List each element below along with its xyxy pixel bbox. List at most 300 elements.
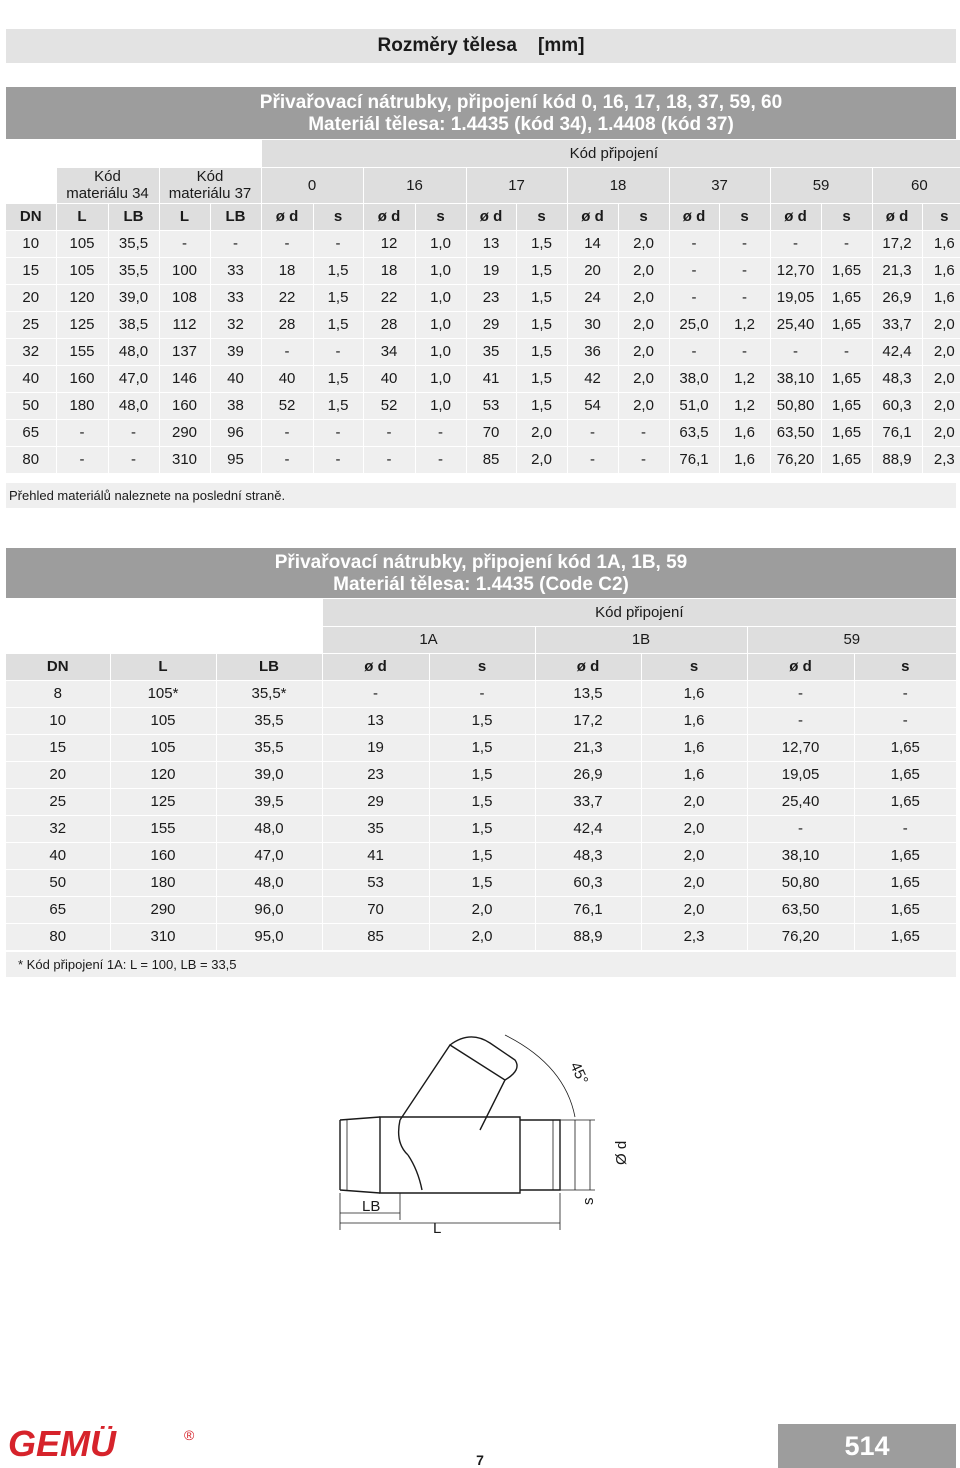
table-cell: 26,9 [872, 284, 922, 311]
table-cell: 2,0 [429, 896, 535, 923]
table-cell: 1,2 [719, 365, 770, 392]
registered-mark: ® [184, 1427, 195, 1443]
table-cell: - [261, 338, 313, 365]
table-cell: 35 [466, 338, 516, 365]
column-header: DN [6, 203, 56, 230]
materials-note: Přehled materiálů naleznete na poslední straně. [6, 483, 956, 508]
table-cell: 38,10 [747, 842, 854, 869]
table-cell: 53 [322, 869, 429, 896]
table-cell: 39,5 [216, 788, 322, 815]
table-cell: - [821, 230, 872, 257]
table-cell: 310 [110, 923, 216, 950]
column-header: s [429, 653, 535, 680]
table-cell: 2,0 [641, 815, 747, 842]
table-cell: 76,1 [669, 446, 719, 473]
column-header: LB [108, 203, 159, 230]
table-row [6, 419, 960, 446]
column-header: LB [216, 653, 322, 680]
blank-cell [6, 599, 322, 626]
table-cell: 76,20 [747, 923, 854, 950]
table-cell: 39,0 [108, 284, 159, 311]
table-cell: 2,0 [641, 842, 747, 869]
table-cell: 1,6 [641, 707, 747, 734]
table-cell: 1,5 [516, 392, 567, 419]
section1-title [6, 87, 956, 139]
table-cell: 2,0 [429, 923, 535, 950]
table-cell: 112 [159, 311, 210, 338]
table-cell: 25,40 [770, 311, 821, 338]
table-cell: 1,65 [821, 257, 872, 284]
table-cell: 1,5 [313, 392, 363, 419]
table-cell: 15 [6, 734, 110, 761]
table-cell: 33,7 [872, 311, 922, 338]
column-header: s [821, 203, 872, 230]
table-cell: 155 [110, 815, 216, 842]
table-cell: 70 [466, 419, 516, 446]
table-cell: - [313, 230, 363, 257]
table-cell: 23 [322, 761, 429, 788]
table-cell: - [747, 680, 854, 707]
table-cell: 100 [159, 257, 210, 284]
table-cell: 1,5 [429, 761, 535, 788]
table-cell: 30 [567, 311, 618, 338]
column-header: L [159, 203, 210, 230]
table-cell: 105 [56, 230, 108, 257]
table-cell: 80 [6, 446, 56, 473]
table-cell: 47,0 [216, 842, 322, 869]
column-header: s [641, 653, 747, 680]
table-cell: 80 [6, 923, 110, 950]
table-row [6, 365, 960, 392]
table-cell: 137 [159, 338, 210, 365]
table-cell: 29 [466, 311, 516, 338]
column-header: s [516, 203, 567, 230]
table-cell: 1,65 [821, 365, 872, 392]
column-header: L [110, 653, 216, 680]
table-cell: 35,5 [108, 257, 159, 284]
table-cell: - [747, 815, 854, 842]
table-row [6, 311, 960, 338]
table-cell: 29 [322, 788, 429, 815]
table-cell: 51,0 [669, 392, 719, 419]
table-cell: 1,2 [719, 392, 770, 419]
connection-code-header: Kód připojení [322, 599, 956, 626]
table-cell: 125 [110, 788, 216, 815]
column-header-row [6, 653, 956, 680]
table-cell: 12 [363, 230, 415, 257]
table-cell: 25 [6, 788, 110, 815]
table-cell: 22 [363, 284, 415, 311]
table-cell: 1,65 [854, 761, 956, 788]
table-cell: 95 [210, 446, 261, 473]
table-cell: 52 [261, 392, 313, 419]
table-cell: 53 [466, 392, 516, 419]
table-cell: 1,5 [429, 788, 535, 815]
table-cell: 33 [210, 284, 261, 311]
table-cell: 96,0 [216, 896, 322, 923]
table-cell: 105 [110, 734, 216, 761]
table-cell: 32 [6, 338, 56, 365]
table-cell: 48,0 [216, 869, 322, 896]
table-cell: 2,0 [922, 365, 960, 392]
table-cell: 1,5 [429, 707, 535, 734]
table-cell: - [108, 446, 159, 473]
code-0-header: 0 [261, 167, 363, 203]
table-cell: 48,0 [108, 392, 159, 419]
table-cell: 41 [322, 842, 429, 869]
table-cell: 23 [466, 284, 516, 311]
table-cell: 1,6 [641, 734, 747, 761]
table-cell: 1,65 [854, 734, 956, 761]
table-cell: - [854, 680, 956, 707]
table-cell: - [261, 419, 313, 446]
table-cell: 1,65 [821, 392, 872, 419]
table-cell: 25,40 [747, 788, 854, 815]
table-cell: 38 [210, 392, 261, 419]
table-cell: 26,9 [535, 761, 641, 788]
table-cell: 76,1 [872, 419, 922, 446]
table-cell: - [567, 419, 618, 446]
table-cell: 1,5 [516, 230, 567, 257]
table-cell: 96 [210, 419, 261, 446]
table-cell: 2,0 [618, 311, 669, 338]
table-cell: - [415, 419, 466, 446]
table-cell: 160 [56, 365, 108, 392]
table-cell: 290 [110, 896, 216, 923]
table-cell: 88,9 [535, 923, 641, 950]
table-cell: 1,5 [313, 311, 363, 338]
table-cell: - [770, 230, 821, 257]
table-cell: 42 [567, 365, 618, 392]
table-cell: 1,5 [429, 815, 535, 842]
table-row [6, 392, 960, 419]
table-cell: - [313, 419, 363, 446]
column-header: ø d [261, 203, 313, 230]
table-row [6, 842, 956, 869]
section2-title-line1: Přivařovací nátrubky, připojení kód 1A, 1B, 59 [274, 552, 688, 573]
table-cell: 120 [56, 284, 108, 311]
table-cell: - [108, 419, 159, 446]
column-header: s [313, 203, 363, 230]
logo-text: GEMÜ [8, 1426, 116, 1462]
table-cell: 1,5 [516, 311, 567, 338]
table-cell: - [159, 230, 210, 257]
table-cell: 40 [363, 365, 415, 392]
blank-cell [6, 626, 322, 653]
code-18-header: 18 [567, 167, 669, 203]
table-cell: 39,0 [216, 761, 322, 788]
section1-title-line1: Přivařovací nátrubky, připojení kód 0, 16, 17, 18, 37, 59, 60 [259, 92, 783, 113]
table-cell: 52 [363, 392, 415, 419]
table-cell: 28 [261, 311, 313, 338]
table-cell: 1,6 [922, 284, 960, 311]
table-cell: 17,2 [535, 707, 641, 734]
table-cell: 2,0 [618, 392, 669, 419]
table-cell: 12,70 [770, 257, 821, 284]
column-header: ø d [535, 653, 641, 680]
table-cell: 120 [110, 761, 216, 788]
table-row [6, 338, 960, 365]
table-cell: 15 [6, 257, 56, 284]
table-cell: 85 [466, 446, 516, 473]
table-cell: - [618, 419, 669, 446]
table-row [6, 923, 956, 950]
column-header: ø d [322, 653, 429, 680]
table-cell: 18 [363, 257, 415, 284]
table-cell: 25,0 [669, 311, 719, 338]
table-cell: 33 [210, 257, 261, 284]
table-cell: 60,3 [872, 392, 922, 419]
table-cell: 48,3 [535, 842, 641, 869]
table-cell: 2,0 [641, 869, 747, 896]
table-cell: 47,0 [108, 365, 159, 392]
table-cell: 1,65 [821, 311, 872, 338]
table-cell: - [56, 446, 108, 473]
section1-title-line2: Materiál tělesa: 1.4435 (kód 34), 1.4408 (kód 37) [308, 114, 734, 135]
table-row [6, 869, 956, 896]
table-cell: 2,0 [618, 338, 669, 365]
table-cell: 48,0 [108, 338, 159, 365]
table-cell: - [821, 338, 872, 365]
code-59-header: 59 [770, 167, 872, 203]
table-cell: 13,5 [535, 680, 641, 707]
table-cell: 60,3 [535, 869, 641, 896]
table-cell: 20 [6, 284, 56, 311]
table-cell: 1,6 [641, 680, 747, 707]
table-cell: 105 [110, 707, 216, 734]
table-cell: 76,20 [770, 446, 821, 473]
table-cell: 10 [6, 230, 56, 257]
column-header: s [719, 203, 770, 230]
table-cell: 54 [567, 392, 618, 419]
table-cell: 1,5 [429, 869, 535, 896]
table-cell: 50,80 [747, 869, 854, 896]
table-cell: 38,5 [108, 311, 159, 338]
table-cell: - [363, 419, 415, 446]
table-cell: - [261, 446, 313, 473]
table-cell: 2,0 [516, 446, 567, 473]
table-row [6, 815, 956, 842]
table-cell: - [669, 338, 719, 365]
table-weld-ends-1 [6, 140, 960, 474]
table-cell: 13 [322, 707, 429, 734]
table-cell: - [313, 446, 363, 473]
table-cell: 2,0 [516, 419, 567, 446]
table-cell: 1,5 [313, 257, 363, 284]
table-cell: 14 [567, 230, 618, 257]
table-cell: 1,0 [415, 284, 466, 311]
table-cell: 1,6 [641, 761, 747, 788]
table-cell: 32 [6, 815, 110, 842]
table-cell: 1,5 [516, 257, 567, 284]
table-cell: - [854, 707, 956, 734]
table-cell: 1,5 [516, 284, 567, 311]
table-cell: 88,9 [872, 446, 922, 473]
table-cell: 19,05 [747, 761, 854, 788]
table-cell: 2,0 [922, 311, 960, 338]
code-60-header: 60 [872, 167, 960, 203]
table-cell: 39 [210, 338, 261, 365]
table-cell: 2,0 [641, 788, 747, 815]
table-cell: 17,2 [872, 230, 922, 257]
table-cell: 1,0 [415, 392, 466, 419]
table-cell: - [669, 230, 719, 257]
section2-title-line2: Materiál tělesa: 1.4435 (Code C2) [333, 574, 629, 595]
column-header: s [922, 203, 960, 230]
lb-label: LB [362, 1198, 381, 1215]
table-cell: 50,80 [770, 392, 821, 419]
table-cell: 1,2 [719, 311, 770, 338]
table-cell: 1,65 [854, 788, 956, 815]
table-cell: 20 [6, 761, 110, 788]
table-cell: 65 [6, 896, 110, 923]
table-cell: 2,3 [641, 923, 747, 950]
table-cell: 12,70 [747, 734, 854, 761]
table-cell: 1,65 [821, 446, 872, 473]
table-cell: - [854, 815, 956, 842]
table-cell: 1,0 [415, 365, 466, 392]
table-cell: 1,6 [719, 446, 770, 473]
table-cell: 35 [322, 815, 429, 842]
table-cell: 1,65 [854, 869, 956, 896]
table-cell: 42,4 [535, 815, 641, 842]
table-cell: 50 [6, 392, 56, 419]
table-cell: 36 [567, 338, 618, 365]
table-cell: 32 [210, 311, 261, 338]
table-cell: - [719, 230, 770, 257]
column-header: ø d [363, 203, 415, 230]
table-cell: 108 [159, 284, 210, 311]
table-cell: - [313, 338, 363, 365]
table-cell: 105* [110, 680, 216, 707]
table-cell: 35,5 [108, 230, 159, 257]
column-header: ø d [872, 203, 922, 230]
table-cell: 40 [6, 365, 56, 392]
table-cell: 290 [159, 419, 210, 446]
table-cell: 1,5 [516, 338, 567, 365]
table-weld-ends-2 [6, 599, 956, 951]
table-row [6, 761, 956, 788]
table-cell: 2,0 [618, 365, 669, 392]
column-header: ø d [770, 203, 821, 230]
table-cell: 105 [56, 257, 108, 284]
table-cell: 2,0 [922, 338, 960, 365]
table-cell: 76,1 [535, 896, 641, 923]
table-cell: 125 [56, 311, 108, 338]
blank-cell [6, 167, 56, 203]
code-37-header: 37 [669, 167, 770, 203]
table-cell: 63,50 [770, 419, 821, 446]
table-cell: - [719, 284, 770, 311]
table-cell: 35,5 [216, 707, 322, 734]
table-cell: 48,3 [872, 365, 922, 392]
page-title: Rozměry tělesa [mm] [6, 29, 956, 63]
table-cell: 21,3 [872, 257, 922, 284]
table-cell: 1,0 [415, 338, 466, 365]
table-cell: 50 [6, 869, 110, 896]
table-cell: - [747, 707, 854, 734]
code-1b-header: 1B [535, 626, 747, 653]
table-cell: 70 [322, 896, 429, 923]
blank-cell [6, 140, 261, 167]
valve-drawing [300, 1025, 660, 1240]
column-header: s [618, 203, 669, 230]
table-cell: 35,5* [216, 680, 322, 707]
column-header: s [415, 203, 466, 230]
table-cell: 95,0 [216, 923, 322, 950]
table-cell: 63,50 [747, 896, 854, 923]
column-header: ø d [466, 203, 516, 230]
connection-code-header: Kód připojení [261, 140, 960, 167]
section2-title [6, 548, 956, 598]
table-cell: 19 [466, 257, 516, 284]
table-cell: - [719, 257, 770, 284]
table-cell: 2,3 [922, 446, 960, 473]
column-header: L [56, 203, 108, 230]
table-cell: 24 [567, 284, 618, 311]
column-header: DN [6, 653, 110, 680]
table-row [6, 734, 956, 761]
table-cell: - [669, 284, 719, 311]
table-cell: 1,65 [854, 842, 956, 869]
table-cell: 40 [6, 842, 110, 869]
s-label: s [580, 1197, 597, 1205]
l-label: L [433, 1220, 442, 1237]
table-cell: 35,5 [216, 734, 322, 761]
table-cell: 2,0 [618, 230, 669, 257]
table-cell: 1,6 [922, 230, 960, 257]
table-row [6, 257, 960, 284]
table-cell: 22 [261, 284, 313, 311]
table-cell: 1,5 [429, 842, 535, 869]
table-cell: 38,0 [669, 365, 719, 392]
table-cell: - [618, 446, 669, 473]
table-cell: - [770, 338, 821, 365]
table-row [6, 707, 956, 734]
table-cell: 1,5 [313, 284, 363, 311]
table-cell: 1,65 [821, 284, 872, 311]
column-header: LB [210, 203, 261, 230]
footnote: * Kód připojení 1A: L = 100, LB = 33,5 [6, 952, 956, 977]
table-cell: 1,0 [415, 311, 466, 338]
table-cell: 33,7 [535, 788, 641, 815]
table-cell: 160 [159, 392, 210, 419]
table-cell: 48,0 [216, 815, 322, 842]
table-cell: - [363, 446, 415, 473]
table-cell: 1,0 [415, 257, 466, 284]
table-cell: 8 [6, 680, 110, 707]
material-37-header: Kód materiálu 37 [159, 167, 261, 203]
table-cell: - [669, 257, 719, 284]
table-cell: 1,65 [854, 896, 956, 923]
table-cell: 1,5 [516, 365, 567, 392]
table-cell: 40 [261, 365, 313, 392]
table-cell: 19,05 [770, 284, 821, 311]
table-cell: 21,3 [535, 734, 641, 761]
table-cell: 41 [466, 365, 516, 392]
table-cell: 2,0 [641, 896, 747, 923]
diameter-label: Ø d [613, 1140, 630, 1165]
table-cell: 63,5 [669, 419, 719, 446]
table-cell: 146 [159, 365, 210, 392]
table-cell: - [322, 680, 429, 707]
table-cell: - [415, 446, 466, 473]
table-cell: 160 [110, 842, 216, 869]
column-header-row [6, 203, 960, 230]
table-cell: 180 [56, 392, 108, 419]
table-cell: 42,4 [872, 338, 922, 365]
table-cell: 13 [466, 230, 516, 257]
